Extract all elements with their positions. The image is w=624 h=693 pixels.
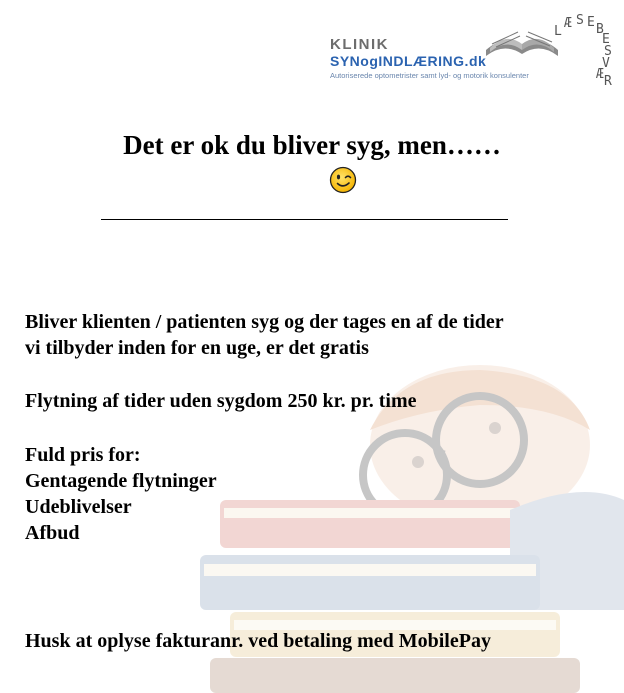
arc-letter: V: [602, 56, 610, 71]
arc-letter: S: [604, 44, 612, 59]
full-price-heading: Fuld pris for:: [25, 444, 141, 466]
logo-tagline: Autoriserede optometrister samt lyd- og motorik konsulenter: [330, 71, 529, 80]
page-title: Det er ok du bliver syg, men……: [123, 130, 501, 160]
sick-rule-line-1: Bliver klienten / patienten syg og der tages en af de tider: [25, 311, 504, 333]
arc-letter: Æ: [564, 16, 572, 31]
payment-note: Husk at oplyse fakturanr. ved betaling med MobilePay: [25, 630, 491, 652]
logo-brand-name: SYNogINDLÆRING.dk: [330, 53, 487, 69]
full-price-item: Udeblivelser: [25, 496, 132, 518]
sick-rule-line-2: vi tilbyder inden for en uge, er det gratis: [25, 337, 369, 359]
full-price-item: Gentagende flytninger: [25, 470, 217, 492]
arc-letter: R: [604, 74, 612, 89]
winking-face-icon: [329, 166, 357, 194]
arc-letter: E: [587, 15, 595, 30]
heading-divider: [101, 219, 508, 220]
arc-letter: Æ: [596, 67, 604, 82]
arc-letter: L: [554, 24, 562, 39]
arc-letter: B: [596, 22, 604, 37]
full-price-item: Afbud: [25, 522, 80, 544]
arc-letter: S: [576, 13, 584, 28]
logo-klinik-text: KLINIK: [330, 36, 389, 53]
clinic-logo[interactable]: [330, 14, 620, 89]
logo-arc-letters: [526, 14, 620, 89]
arc-letter: E: [602, 32, 610, 47]
reschedule-fee: Flytning af tider uden sygdom 250 kr. pr. time: [25, 390, 417, 412]
